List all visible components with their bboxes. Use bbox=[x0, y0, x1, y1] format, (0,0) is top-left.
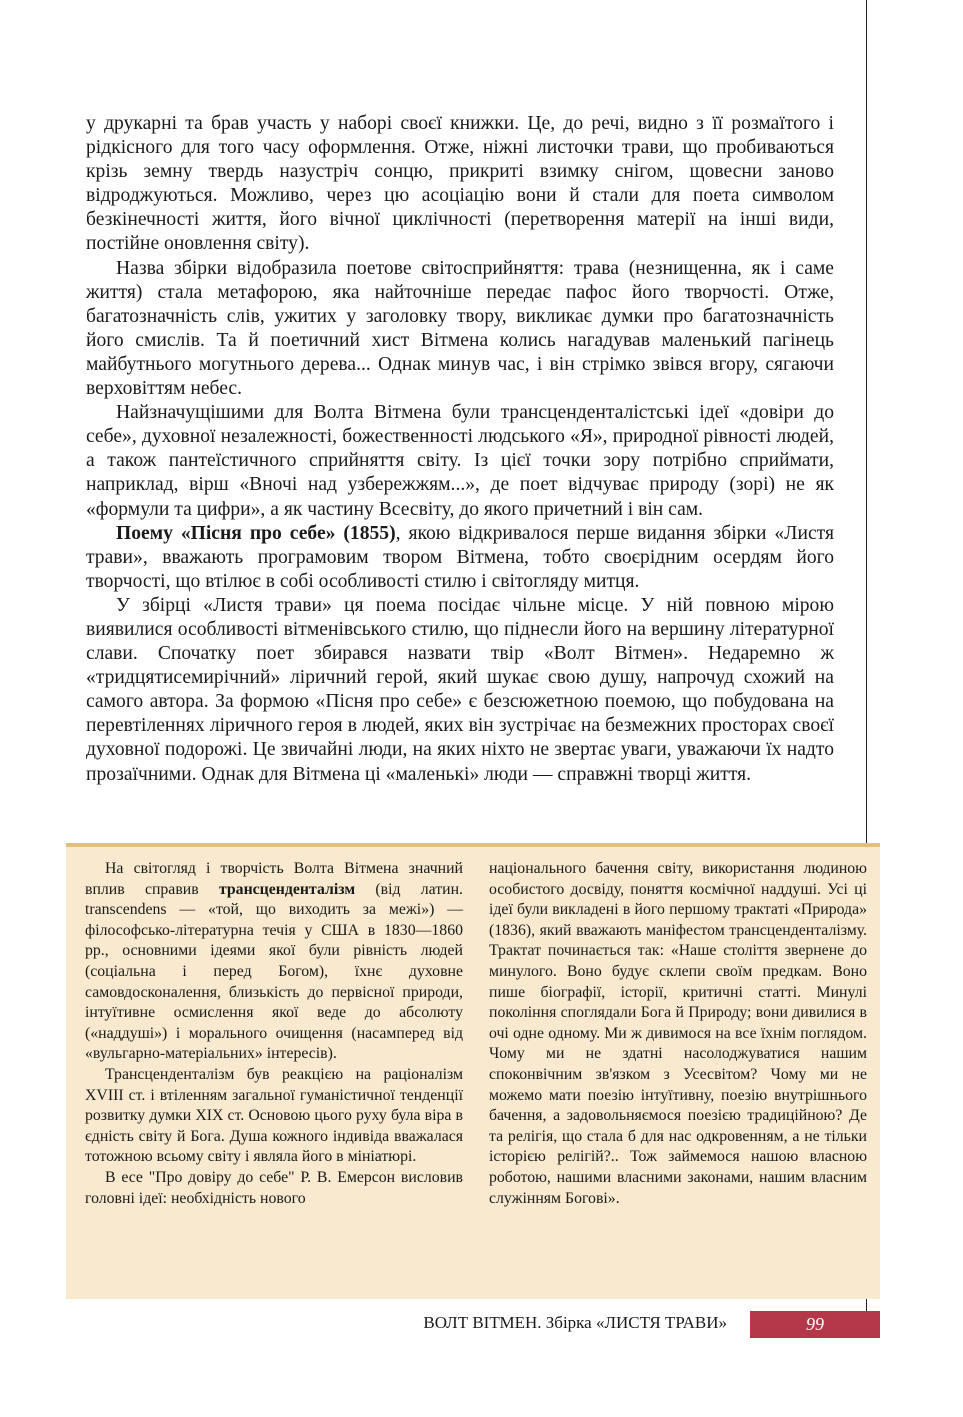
paragraph-2: Назва збірки відобразила поетове світосприйняття: трава (незнищенна, як і саме життя) стала метафорою, яка найточніше передає пафос його творчості. Отже, багатозначність слів, ужитих у заголовку твору, викликає думки про багатозначність його смислів. Та й поетичний хист Вітмена колись нагадував маленький пагінець майбутнього могутнього дерева... Однак минув час, і він стрімко звівся вгору, сягаючи верховіттям небес. bbox=[86, 257, 834, 400]
box-paragraph-2: Трансценденталізм був реакцією на раціоналізм XVIII ст. і втіленням загальної гуманістичної тенденції розвитку думки XIX ст. Основою цього руху була віра в єдність світу й Бога. Душа кожного індивіда вважалася тотожною всьому світу і являла його в мініатюрі. bbox=[85, 1065, 463, 1166]
poem-title-bold: Поему «Пісня про себе» (1855) bbox=[116, 522, 396, 544]
box-text: На світогляд і творчість Волта Вітмена значний вплив справив bbox=[85, 860, 463, 898]
paragraph-4-rest: , якою відкривалося перше видання збірки «Листя трави», вважають програмовим твором Вітмена, тобто своєрідним осердям його творчості, що втілює в собі особливості стилю і світогляду митця. bbox=[86, 522, 834, 592]
running-footer-title: ВОЛТ ВІТМЕН. Збірка «ЛИСТЯ ТРАВИ» bbox=[423, 1313, 727, 1332]
paragraph-1: у друкарні та брав участь у наборі своєї книжки. Це, до речі, видно з її розмаїтого і рідкісного для того часу оформлення. Отже, ніжні листочки трави, що пробиваються крізь земну твердь назустріч сонцю, прикриті взимку снігом, щовесни заново відроджуються. Можливо, через цю асоціацію вони й стали для поета символом безкінечності життя, його вічної циклічності (перетворення матерії на інші види, постійне оновлення світу). bbox=[86, 113, 834, 255]
page-number-badge: 99 bbox=[750, 1311, 880, 1338]
box-text: (від латин. transcendens — «той, що виходить за межі») — філософсько-літературна течія у США в 1830—1860 рр., основними ідеями якої були рівність людей (соціальна і перед Богом), їхнє духовне самовдосконалення, близькість до первісної природи, інтуїтивне осмислення якої веде до абсолюту («наддуші») і морального очищення (насамперед від «вульгарно-матеріальних» інтересів). bbox=[85, 880, 464, 1063]
paragraph-5: У збірці «Листя трави» ця поема посідає чільне місце. У ній повною мірою виявилися особливості вітменівського стилю, що піднесли його на вершину літературної слави. Спочатку поет збирався назвати твір «Волт Вітмен». Недаремно ж «тридцятисемирічний» ліричний герой, який шукає свою душу, напрочуд схожий на самого автора. За формою «Пісня про себе» є безсюжетною поемою, що побудована на перевтіленнях ліричного героя в людей, яких він зустрічає на безмежних просторах своєї духовної подорожі. Це звичайні люди, на яких ніхто не звертає уваги, уважаючи їх надто прозаїчними. Однак для Вітмена ці «маленькі» люди — справжні творці життя. bbox=[86, 594, 834, 785]
main-text bbox=[86, 112, 834, 787]
info-box-left-column bbox=[85, 859, 463, 1209]
info-box-right-column bbox=[489, 859, 867, 1209]
box-paragraph-4: національного бачення світу, використання людиною особистого досвіду, поняття космічної наддуші. Усі ці ідеї були викладені в його першому трактаті «Природа» (1836), який вважають маніфестом трансценденталізму. Трактат починається так: «Наше століття звернене до минулого. Воно будує склепи своїм предкам. Воно пише біографії, історії, критичні статті. Минулі покоління споглядали Бога й Природу; вони дивилися в очі одне одному. Ми ж дивимося на все їхнім поглядом. Чому ми не здатні насолоджуватися нашим споконвічним зв'язком з Усесвітом? Чому ми не можемо мати поезію інтуїтивну, поезію внутрішнього бачення, а задовольняємося поезією традиційною? Де та релігія, що стала б для нас одкровенням, а не тільки історією релігій?.. Тож займемося нашою власною роботою, нашими власними законами, нашим власним служінням Богові». bbox=[489, 860, 867, 1207]
box-paragraph-1 bbox=[85, 859, 463, 1065]
paragraph-3: Найзначущішими для Волта Вітмена були трансценденталістські ідеї «довіри до себе», духовної незалежності, божественності людського «Я», природної рівності людей, а також пантеїстичного сприйняття світу. Із цієї точки зору потрібно сприймати, наприклад, вірш «Вночі над узбережжям...», де поет відчуває природу (зорі) не як «формули та цифри», а як частину Всесвіту, до якого причетний і він сам. bbox=[86, 402, 834, 520]
info-box bbox=[66, 843, 880, 1299]
term-bold: трансценденталізм bbox=[218, 880, 356, 898]
margin-line-top bbox=[866, 0, 867, 843]
paragraph-4 bbox=[86, 522, 834, 594]
box-paragraph-3: В есе "Про довіру до себе" Р. В. Емерсон висловив головні ідеї: необхідність нового bbox=[85, 1168, 463, 1207]
